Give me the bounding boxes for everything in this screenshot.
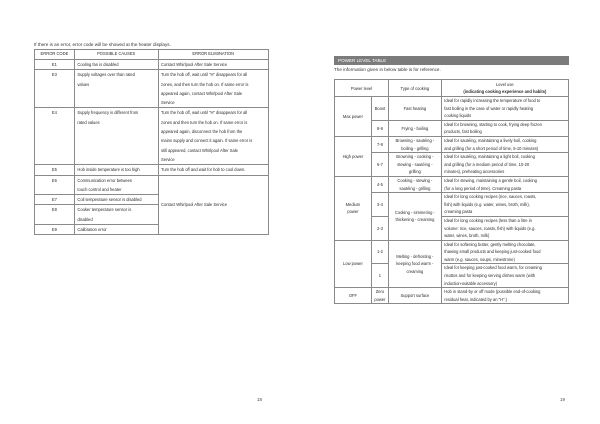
table-row: [335, 176, 569, 192]
level-cell: 2-3: [371, 216, 388, 240]
level-cell: Boost: [371, 97, 388, 121]
type-cell: Frying - boiling: [389, 120, 442, 136]
group-low-power: Low power: [335, 240, 372, 288]
header-level-use: Level use (indicating cooking experience and habits): [441, 80, 568, 97]
cause-cell: Communication error between touch control and heater: [74, 175, 158, 195]
level-cell: Zero power: [371, 288, 388, 304]
table-header-row: [335, 80, 569, 97]
power-intro: The information given in below table is for reference.: [334, 67, 441, 72]
group-high-power: High power: [335, 136, 372, 176]
header-possible-causes: POSSIBLE CAUSES: [74, 50, 158, 60]
cause-cell: Supply frequency is different from rated values: [74, 108, 158, 165]
table-row: [35, 60, 269, 70]
table-row: [335, 240, 569, 264]
use-cell: Ideal for browning, starting to cook, frying deep frozen products, fast boiling: [441, 120, 568, 136]
use-cell: Ideal for sautéing, maintaining a light boil, cooking and grilling (for a medium period of time, 10-20 minutes), preheating accessories: [441, 153, 568, 177]
merged-fix-cell: Contact Whirlpool After Sale Service: [158, 175, 268, 235]
use-cell: Ideal for long cooking recipes (rice, sauces, roasts, fish) with liquids (e.g. water, wines, broth, milk), creaming pasta: [441, 193, 568, 217]
type-cell: Support surface: [389, 288, 442, 304]
header-level-use-sub: (indicating cooking experience and habits): [463, 89, 547, 94]
level-cell: 6-7: [371, 153, 388, 177]
table-row: [35, 165, 269, 175]
cause-cell: Cooling fan is disabled: [74, 60, 158, 70]
error-code: E1: [35, 60, 75, 70]
error-code: E3: [35, 70, 75, 108]
group-off: OFF: [335, 288, 372, 304]
error-intro: If there is an error, error code will be showed at the heater displays.: [34, 42, 171, 47]
level-cell: 1-2: [371, 240, 388, 264]
table-row: [335, 136, 569, 152]
group-medium-power: Medium power: [335, 176, 372, 240]
cause-cell: Calibration error: [74, 225, 158, 235]
table-row: [35, 108, 269, 165]
cause-cell: Hob inside temperature is too high: [74, 165, 158, 175]
level-cell: 1: [371, 264, 388, 288]
header-power-level: Power level: [335, 80, 389, 97]
error-code: E7: [35, 195, 75, 205]
fix-cell: Turn the hob off and wait for hob to cool down.: [158, 165, 268, 175]
power-level-table: [334, 79, 569, 304]
error-code: E5: [35, 165, 75, 175]
type-cell: Cooking - stewing - sautéing - grilling: [389, 176, 442, 192]
fix-cell: Turn the hob off, wait until "H" disappears for all zones, and then turn the hob on. If same error is appeared again, contact Whirlpool After Sale Service: [158, 70, 268, 108]
use-cell: Ideal for rapidly increasing the temperature of food to fast boiling in the case of water or rapidly heating cooking liquids: [441, 97, 568, 121]
header-error-code: ERROR CODE: [35, 50, 75, 60]
use-cell: Ideal for softening butter, gently melting chocolate, thawing small products and keeping just-cooked food warm (e.g. sauces, soups, minestrone): [441, 240, 568, 264]
cause-cell: Supply voltages over than rated values: [74, 70, 158, 108]
table-row: [335, 288, 569, 304]
error-code: E6: [35, 175, 75, 195]
type-cell: Melting - defrosting - keeping food warm - creaming: [389, 240, 442, 288]
table-row: [35, 70, 269, 108]
type-cell: Browning - cooking - stewing - sautéing - grilling: [389, 153, 442, 177]
header-type-of-cooking: Type of cooking: [389, 80, 442, 97]
error-code: E9: [35, 225, 75, 235]
type-cell: Fast heating: [389, 97, 442, 121]
level-cell: 7-8: [371, 136, 388, 152]
type-cell: Cooking - simmering - thickening - creaming: [389, 193, 442, 241]
table-header-row: [35, 50, 269, 60]
use-cell: Ideal for stewing, maintaining a gentle boil, cooking (for a long period of time). Creaming pasta: [441, 176, 568, 192]
fix-cell: Turn the hob off, wait until "H" disappears for all zones and then turn the hob on. If same error is appeared again, disconnect the hob from the mains supply and connect it again. If same error is still appeared, contact Whirlpool After Sale Service: [158, 108, 268, 165]
level-cell: 3-4: [371, 193, 388, 217]
use-cell: Ideal for keeping just-cooked food warm, for creaming risottos and for keeping serving dishes warm (with induction-suitable accessory): [441, 264, 568, 288]
error-code-table: [34, 49, 269, 235]
error-code: E4: [35, 108, 75, 165]
error-code: E8: [35, 205, 75, 225]
section-title-bar: POWER LEVEL TABLE: [334, 56, 569, 65]
page-number-right: 19: [560, 397, 565, 402]
table-row: [335, 97, 569, 121]
cause-cell: Cooker temperature sensor is disabled: [74, 205, 158, 225]
cause-cell: Coil temperature sensor is disabled: [74, 195, 158, 205]
fix-cell: Contact Whirlpool After Sale Service: [158, 60, 268, 70]
group-max-power: Max power: [335, 97, 372, 137]
level-cell: 8-9: [371, 120, 388, 136]
header-error-elimination: ERROR ELIMINATION: [158, 50, 268, 60]
use-cell: Ideal for sautéing, maintaining a lively boil, cooking and grilling (for a short period of time, 5-10 minutes): [441, 136, 568, 152]
level-cell: 4-5: [371, 176, 388, 192]
use-cell: Ideal for long cooking recipes (less than a litre in volume: rice, sauces, roasts, fish) with liquids (e.g. water, wines, broth, milk): [441, 216, 568, 240]
use-cell: Hob in stand-by or off mode (possible end-of-cooking residual heat, indicated by an "H".): [441, 288, 568, 304]
table-row: [35, 175, 269, 195]
page-number-left: 18: [257, 397, 262, 402]
type-cell: Browning - sautéing - boiling - grilling: [389, 136, 442, 152]
